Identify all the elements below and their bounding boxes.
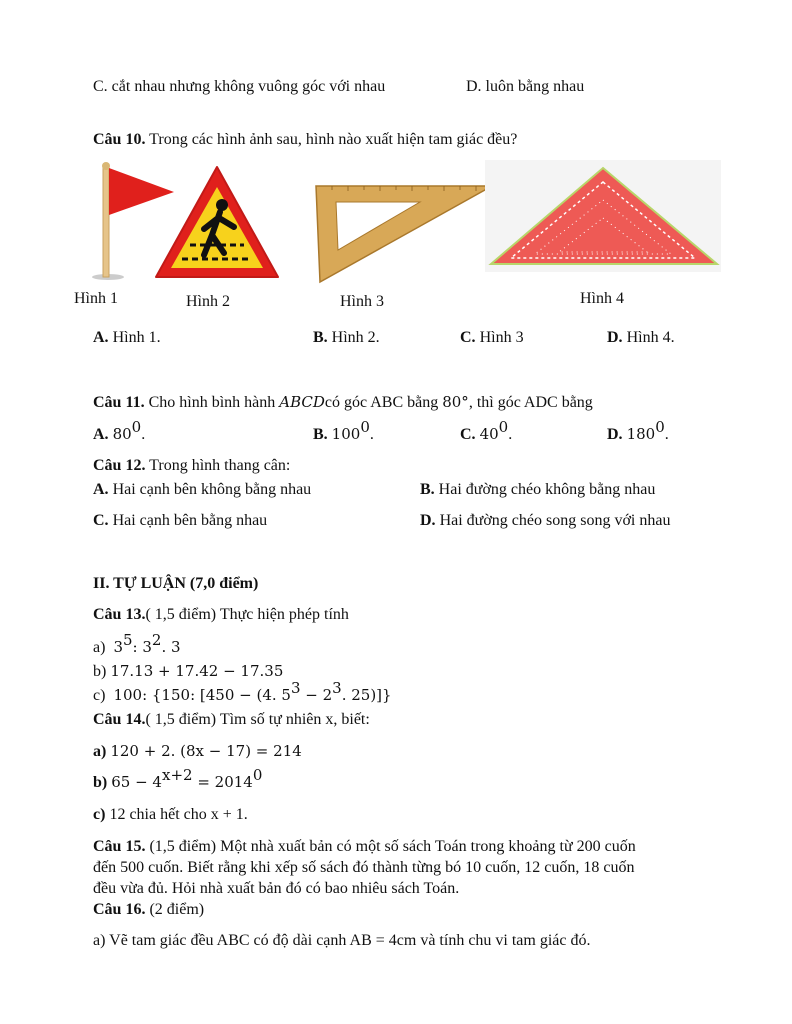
- q11-option-b: B. $100^0$.: [313, 418, 374, 443]
- q10-text: Trong các hình ảnh sau, hình nào xuất hiện tam giác đều?: [145, 131, 518, 148]
- caption-hinh-1: Hình 1: [74, 290, 118, 307]
- q14-part-c: c) 12 chia hết cho x + 1.: [93, 806, 248, 823]
- q10-option-b: B. Hình 2.: [313, 329, 380, 346]
- q13-part-a: a) $3^5$: $3^2$. 3: [93, 631, 181, 656]
- q16-question: Câu 16. (2 điểm): [93, 901, 205, 918]
- q10-option-d: D. Hình 4.: [607, 329, 675, 346]
- q15-line-2: đến 500 cuốn. Biết rằng khi xếp số sách đó thành từng bó 10 cuốn, 12 cuốn, 18 cuốn: [93, 859, 635, 876]
- q16-part-a: a) Vẽ tam giác đều ABC có độ dài cạnh AB = 4cm và tính chu vi tam giác đó.: [93, 932, 591, 949]
- q9-option-c: C. cắt nhau nhưng không vuông góc với nhau: [93, 78, 386, 95]
- q13-part-c: c) 100: {150: [450 − (4. $5^3 - 2^3$. 25)]}: [93, 679, 392, 704]
- set-square-image: [312, 178, 494, 288]
- q12-option-d: D. Hai đường chéo song song với nhau: [420, 512, 671, 529]
- q11-option-c: C. $40^0$.: [460, 418, 513, 443]
- q13-part-b: b) 17.13 + 17.42 − 17.35: [93, 662, 284, 680]
- q14-part-b: b) $65 - 4^{x+2} = 2014^0$: [93, 766, 263, 791]
- q12-option-c: C. Hai cạnh bên bằng nhau: [93, 512, 268, 529]
- q12-question: Câu 12. Trong hình thang cân:: [93, 457, 291, 474]
- caption-hinh-3: Hình 3: [340, 293, 384, 310]
- q14-part-a: a) 120 + 2. (8x − 17) = 214: [93, 742, 302, 760]
- q13-question: Câu 13.( 1,5 điểm) Thực hiện phép tính: [93, 606, 349, 623]
- q11-question: Câu 11. Cho hình bình hành ABCDcó góc ABC bằng 80°, thì góc ADC bằng: [93, 393, 593, 411]
- scarf-image: [485, 160, 721, 272]
- q11-option-d: D. $180^0$.: [607, 418, 669, 443]
- section-heading: II. TỰ LUẬN (7,0 điểm): [93, 575, 259, 592]
- q10-option-a: A. Hình 1.: [93, 329, 161, 346]
- pedestrian-sign-image: [152, 163, 282, 283]
- q12-option-a: A. Hai cạnh bên không bằng nhau: [93, 481, 312, 498]
- q11-option-a: A. $80^0$.: [93, 418, 146, 443]
- caption-hinh-4: Hình 4: [580, 290, 624, 307]
- q10-question: [93, 131, 517, 149]
- q14-question: Câu 14.( 1,5 điểm) Tìm số tự nhiên x, biết:: [93, 711, 370, 728]
- q15-line-1: Câu 15. (1,5 điểm) Một nhà xuất bản có một số sách Toán trong khoảng từ 200 cuốn: [93, 838, 636, 855]
- q15-line-3: đều vừa đủ. Hỏi nhà xuất bản đó có bao nhiêu sách Toán.: [93, 880, 460, 897]
- q12-option-b: B. Hai đường chéo không bằng nhau: [420, 481, 656, 498]
- q9-option-d: D. luôn bằng nhau: [466, 78, 585, 95]
- q10-option-c: C. Hình 3: [460, 329, 524, 346]
- q10-label: Câu 10.: [93, 131, 146, 148]
- caption-hinh-2: Hình 2: [186, 293, 230, 310]
